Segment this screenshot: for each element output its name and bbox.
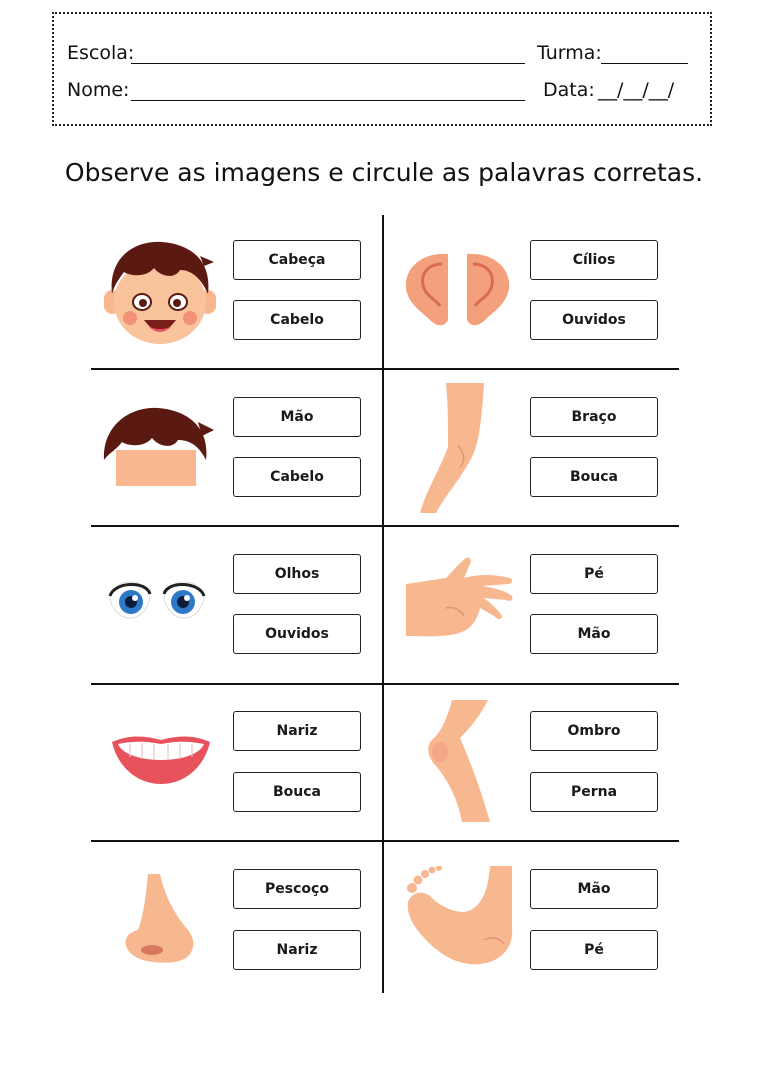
foot-icon <box>404 866 516 966</box>
turma-label: Turma: <box>537 42 602 64</box>
arm-icon <box>418 383 490 513</box>
instruction-text: Observe as imagens e circule as palavras corretas. <box>64 158 704 187</box>
nose-icon <box>122 874 196 964</box>
leg-icon <box>426 700 492 822</box>
nome-field[interactable] <box>131 100 525 101</box>
word-option-button[interactable]: Perna <box>530 772 658 812</box>
column-divider <box>382 215 384 993</box>
word-option-button[interactable]: Cabeça <box>233 240 361 280</box>
word-option-button[interactable]: Cílios <box>530 240 658 280</box>
escola-label: Escola: <box>67 42 135 64</box>
hand-icon <box>406 556 516 640</box>
boy-face-icon <box>104 236 216 348</box>
word-option-button[interactable]: Nariz <box>233 930 361 970</box>
row-divider <box>91 525 679 527</box>
word-option-button[interactable]: Ombro <box>530 711 658 751</box>
data-label: Data: <box>543 79 595 101</box>
hair-icon <box>102 404 214 486</box>
row-divider <box>91 683 679 685</box>
word-option-button[interactable]: Olhos <box>233 554 361 594</box>
row-divider <box>91 840 679 842</box>
escola-field[interactable] <box>131 63 525 64</box>
word-option-button[interactable]: Nariz <box>233 711 361 751</box>
ears-icon <box>400 250 515 328</box>
word-option-button[interactable]: Ouvidos <box>233 614 361 654</box>
turma-field[interactable] <box>601 63 688 64</box>
row-divider <box>91 368 679 370</box>
word-option-button[interactable]: Bouca <box>233 772 361 812</box>
data-field[interactable]: __/__/__/ <box>598 79 675 101</box>
word-option-button[interactable]: Mão <box>530 869 658 909</box>
eyes-icon <box>108 580 206 620</box>
word-option-button[interactable]: Pescoço <box>233 869 361 909</box>
word-option-button[interactable]: Pé <box>530 930 658 970</box>
word-option-button[interactable]: Pé <box>530 554 658 594</box>
word-option-button[interactable]: Cabelo <box>233 300 361 340</box>
nome-label: Nome: <box>67 79 130 101</box>
mouth-icon <box>110 730 212 786</box>
word-option-button[interactable]: Braço <box>530 397 658 437</box>
word-option-button[interactable]: Bouca <box>530 457 658 497</box>
word-option-button[interactable]: Ouvidos <box>530 300 658 340</box>
word-option-button[interactable]: Cabelo <box>233 457 361 497</box>
word-option-button[interactable]: Mão <box>233 397 361 437</box>
word-option-button[interactable]: Mão <box>530 614 658 654</box>
student-info-box <box>52 12 712 126</box>
